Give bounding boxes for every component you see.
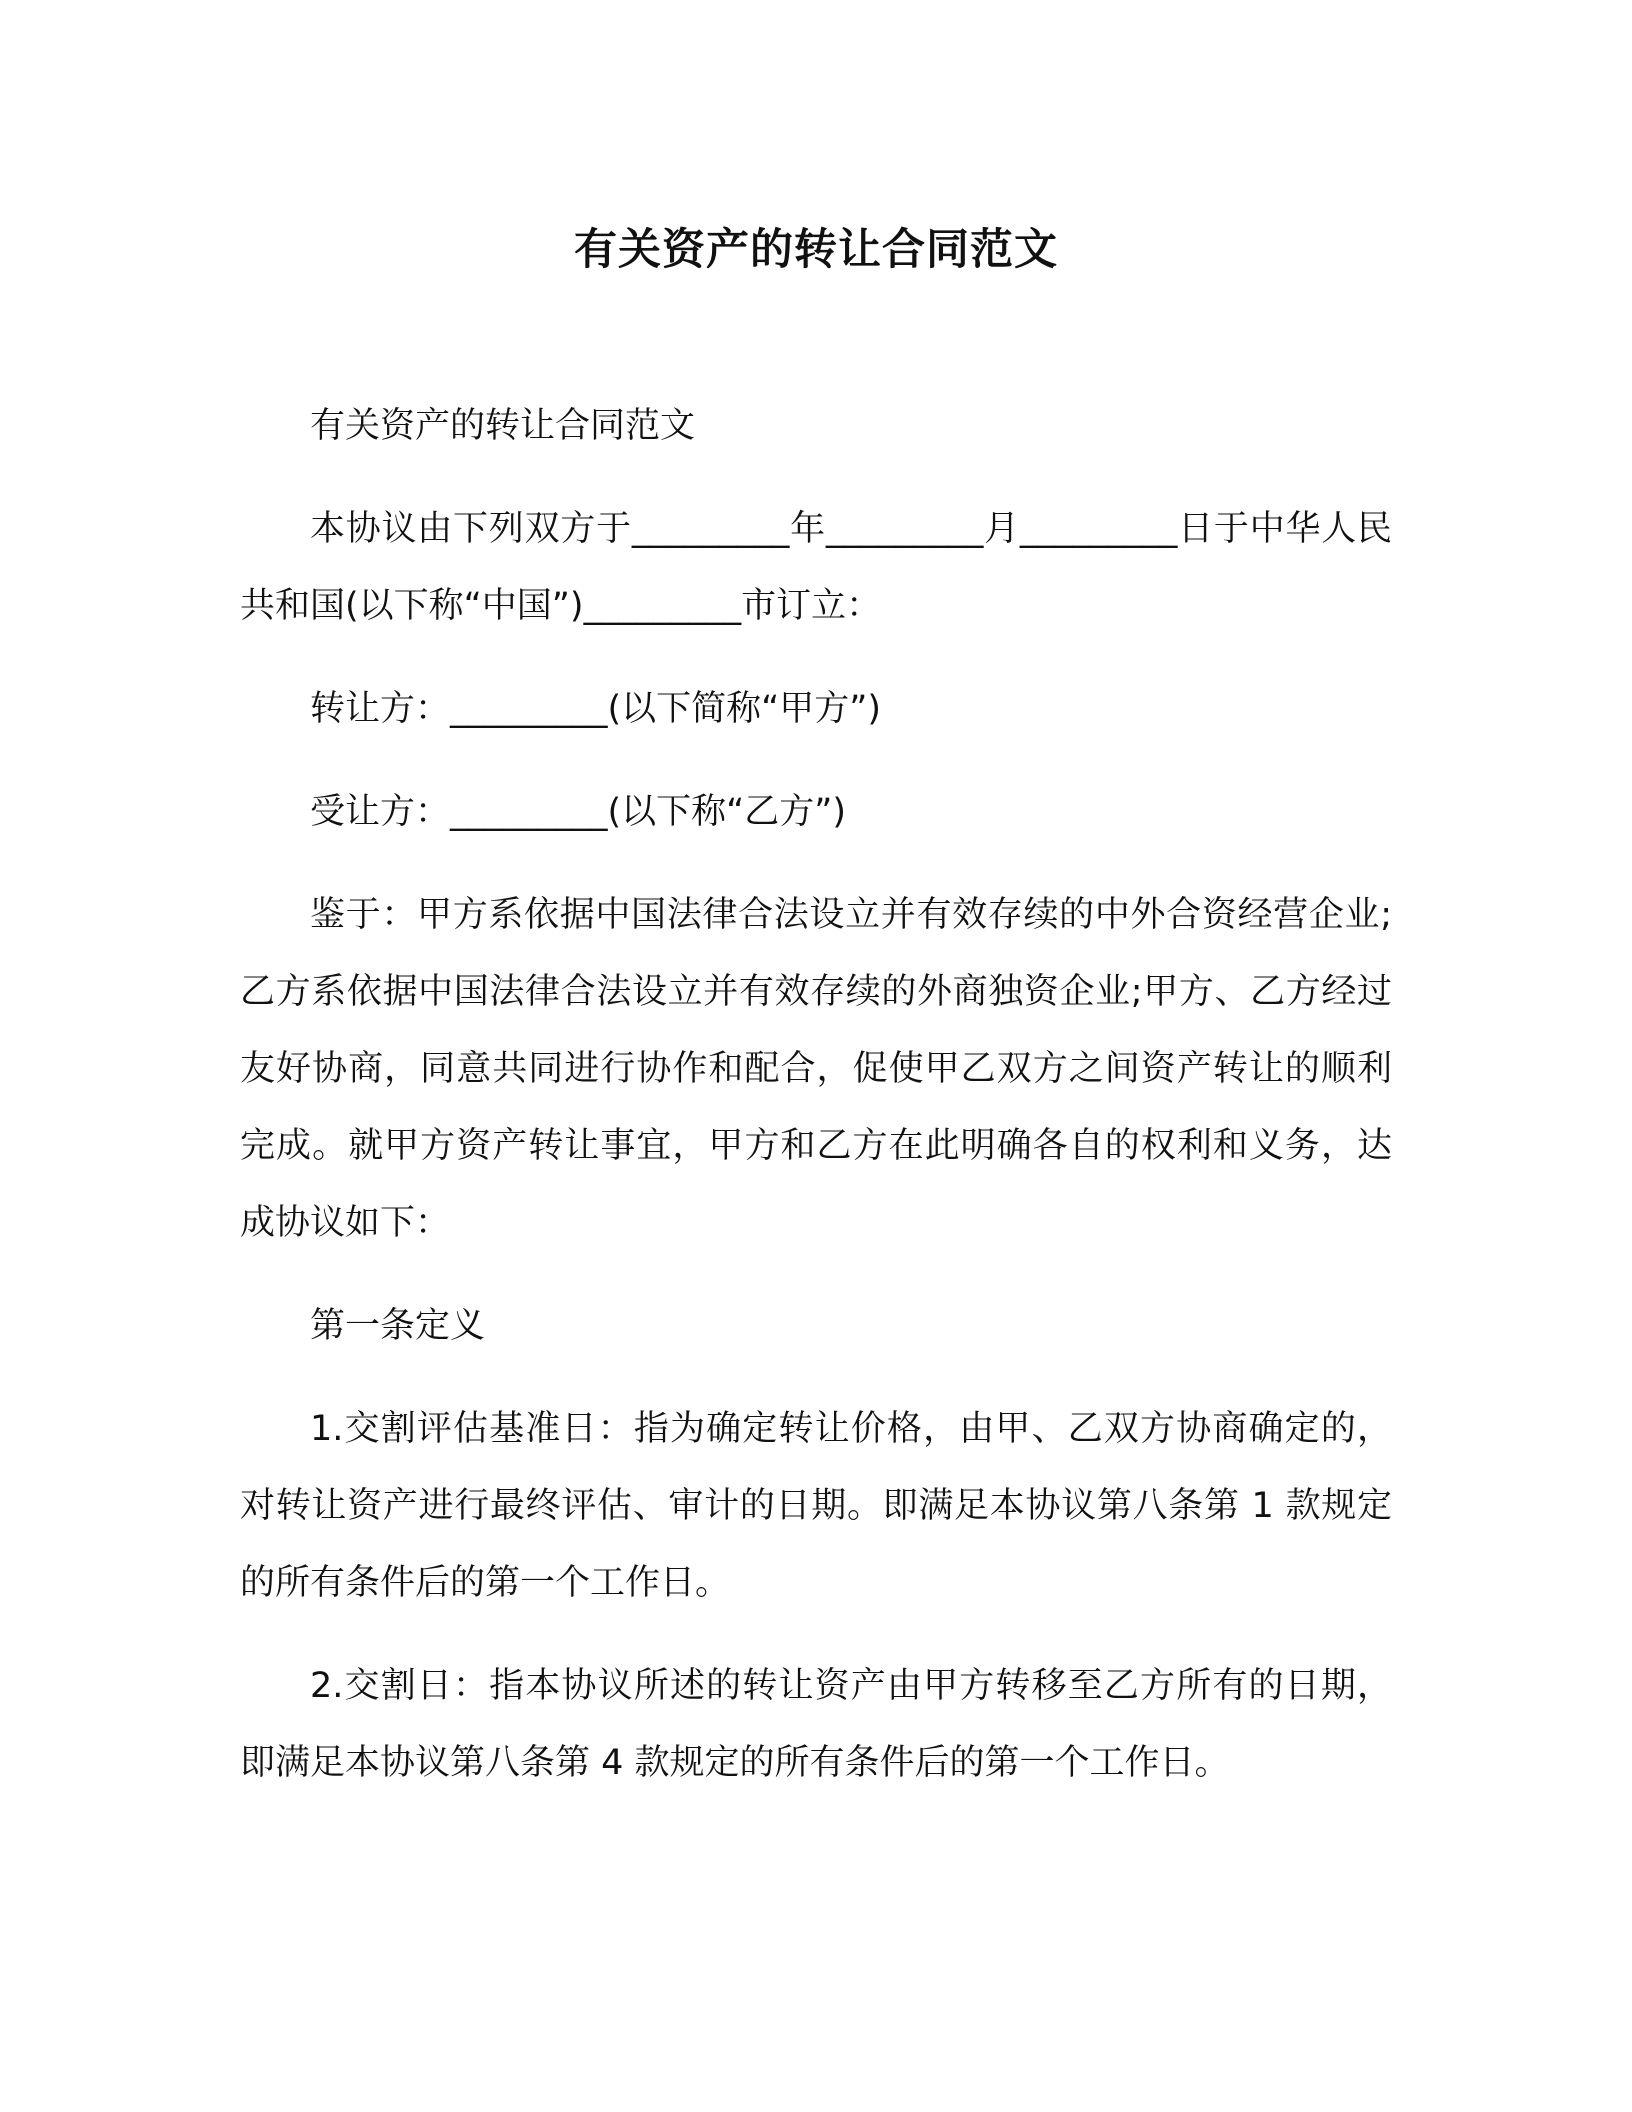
paragraph-transferee: 受让方：_________(以下称“乙方”) xyxy=(310,792,847,832)
paragraph-recitals: 鉴于：甲方系依据中国法律合法设立并有效存续的中外合资经营企业;乙方系依据中国法律合法设立并有效存续的外商独资企业;甲方、乙方经过友好协商，同意共同进行协作和配合，促使甲乙双方之间资产转让的顺利完成。就甲方资产转让事宜，甲方和乙方在此明确各自的权利和义务，达成协议如下： xyxy=(240,895,1392,1243)
document-title: 有关资产的转让合同范文 xyxy=(574,225,1058,275)
document-body xyxy=(240,388,1392,1802)
definition-item-1: 1.交割评估基准日：指为确定转让价格，由甲、乙双方协商确定的，对转让资产进行最终评估、审计的日期。即满足本协议第八条第 1 款规定的所有条件后的第一个工作日。 xyxy=(240,1409,1392,1603)
paragraph-transferor: 转让方：_________(以下简称“甲方”) xyxy=(310,689,882,729)
article-one-heading: 第一条定义 xyxy=(310,1306,486,1346)
definition-item-2: 2.交割日：指本协议所述的转让资产由甲方转移至乙方所有的日期，即满足本协议第八条第 4 款规定的所有条件后的第一个工作日。 xyxy=(240,1666,1392,1783)
paragraph-agreement-date: 本协议由下列双方于_________年_________月_________日于中华人民共和国(以下称“中国”)_________市订立： xyxy=(240,509,1392,626)
paragraph-heading: 有关资产的转让合同范文 xyxy=(310,406,696,446)
